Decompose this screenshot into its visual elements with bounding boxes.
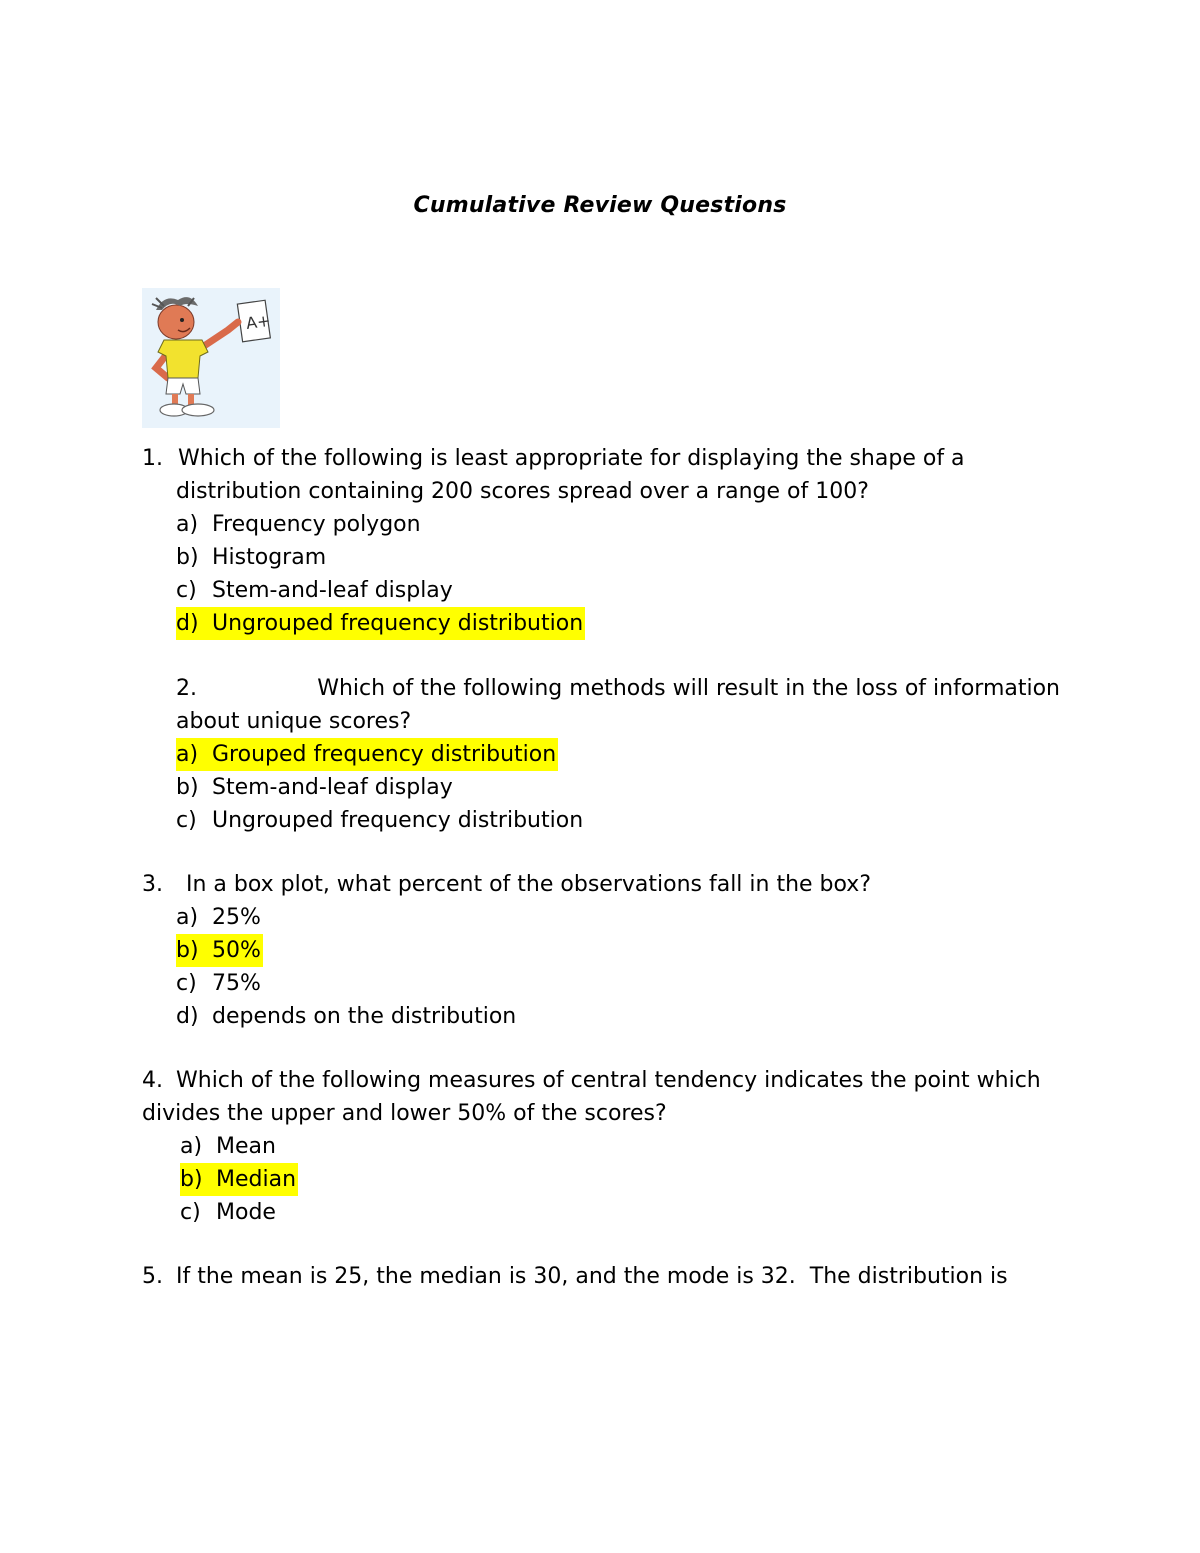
option-text: Ungrouped frequency distribution	[212, 611, 584, 636]
option-letter: c)	[176, 578, 197, 603]
option-letter: b)	[180, 1167, 203, 1192]
option-letter: c)	[176, 808, 197, 833]
question-text-line: divides the upper and lower 50% of the scores?	[142, 1101, 667, 1126]
question-number: 2.	[176, 676, 197, 701]
option-text: Histogram	[212, 545, 327, 570]
question-text-line: Which of the following measures of central tendency indicates the point which	[176, 1068, 1041, 1093]
question-2	[176, 672, 1060, 837]
option-letter: b)	[176, 545, 199, 570]
option-letter: a)	[176, 905, 199, 930]
page-title: Cumulative Review Questions	[413, 193, 787, 218]
question-text-line: about unique scores?	[176, 709, 412, 734]
question-number: 3.	[142, 872, 163, 897]
option-letter: b)	[176, 938, 199, 963]
question-text-line: Which of the following methods will result in the loss of information	[317, 676, 1060, 701]
question-number: 1.	[142, 446, 163, 471]
option-letter: a)	[176, 742, 199, 767]
highlighted-answer	[176, 607, 585, 640]
option-text: depends on the distribution	[212, 1004, 517, 1029]
option-letter: d)	[176, 611, 199, 636]
option-text: Frequency polygon	[212, 512, 421, 537]
question-text-line: Which of the following is least appropriate for displaying the shape of a	[178, 446, 965, 471]
option-text: 50%	[212, 938, 261, 963]
highlighted-answer	[176, 738, 558, 771]
question-3	[142, 868, 871, 1033]
answer-option	[142, 574, 965, 607]
highlighted-answer	[176, 934, 263, 967]
answer-option	[142, 508, 965, 541]
option-letter: a)	[180, 1134, 203, 1159]
answer-option	[142, 901, 871, 934]
option-letter: a)	[176, 512, 199, 537]
question-number: 4.	[142, 1068, 163, 1093]
question-text-line: distribution containing 200 scores spread over a range of 100?	[176, 479, 869, 504]
option-letter: d)	[176, 1004, 199, 1029]
paper-grade-text: A+	[244, 310, 272, 334]
option-text: Stem-and-leaf display	[212, 775, 453, 800]
answer-option-correct	[142, 607, 965, 640]
option-text: 25%	[212, 905, 261, 930]
option-letter: c)	[180, 1200, 201, 1225]
answer-option	[176, 804, 1060, 837]
question-4	[142, 1064, 1041, 1229]
answer-option	[142, 1196, 1041, 1229]
answer-option-correct	[142, 1163, 1041, 1196]
question-text-line: In a box plot, what percent of the observations fall in the box?	[186, 872, 871, 897]
option-text: Median	[216, 1167, 297, 1192]
answer-option	[142, 541, 965, 574]
answer-option	[142, 1000, 871, 1033]
answer-option-correct	[142, 934, 871, 967]
answer-option-correct	[176, 738, 1060, 771]
answer-option	[142, 1130, 1041, 1163]
option-letter: b)	[176, 775, 199, 800]
option-text: Grouped frequency distribution	[212, 742, 557, 767]
question-5	[142, 1260, 1008, 1293]
student-illustration	[142, 288, 280, 428]
student-clipart-icon	[142, 288, 280, 428]
option-letter: c)	[176, 971, 197, 996]
question-text-line: If the mean is 25, the median is 30, and the mode is 32. The distribution is	[176, 1264, 1008, 1289]
answer-option	[142, 967, 871, 1000]
option-text: Mean	[216, 1134, 276, 1159]
option-text: Stem-and-leaf display	[212, 578, 453, 603]
option-text: 75%	[212, 971, 261, 996]
option-text: Mode	[216, 1200, 276, 1225]
highlighted-answer	[180, 1163, 298, 1196]
question-1	[142, 442, 965, 640]
question-number: 5.	[142, 1264, 163, 1289]
answer-option	[176, 771, 1060, 804]
option-text: Ungrouped frequency distribution	[212, 808, 584, 833]
